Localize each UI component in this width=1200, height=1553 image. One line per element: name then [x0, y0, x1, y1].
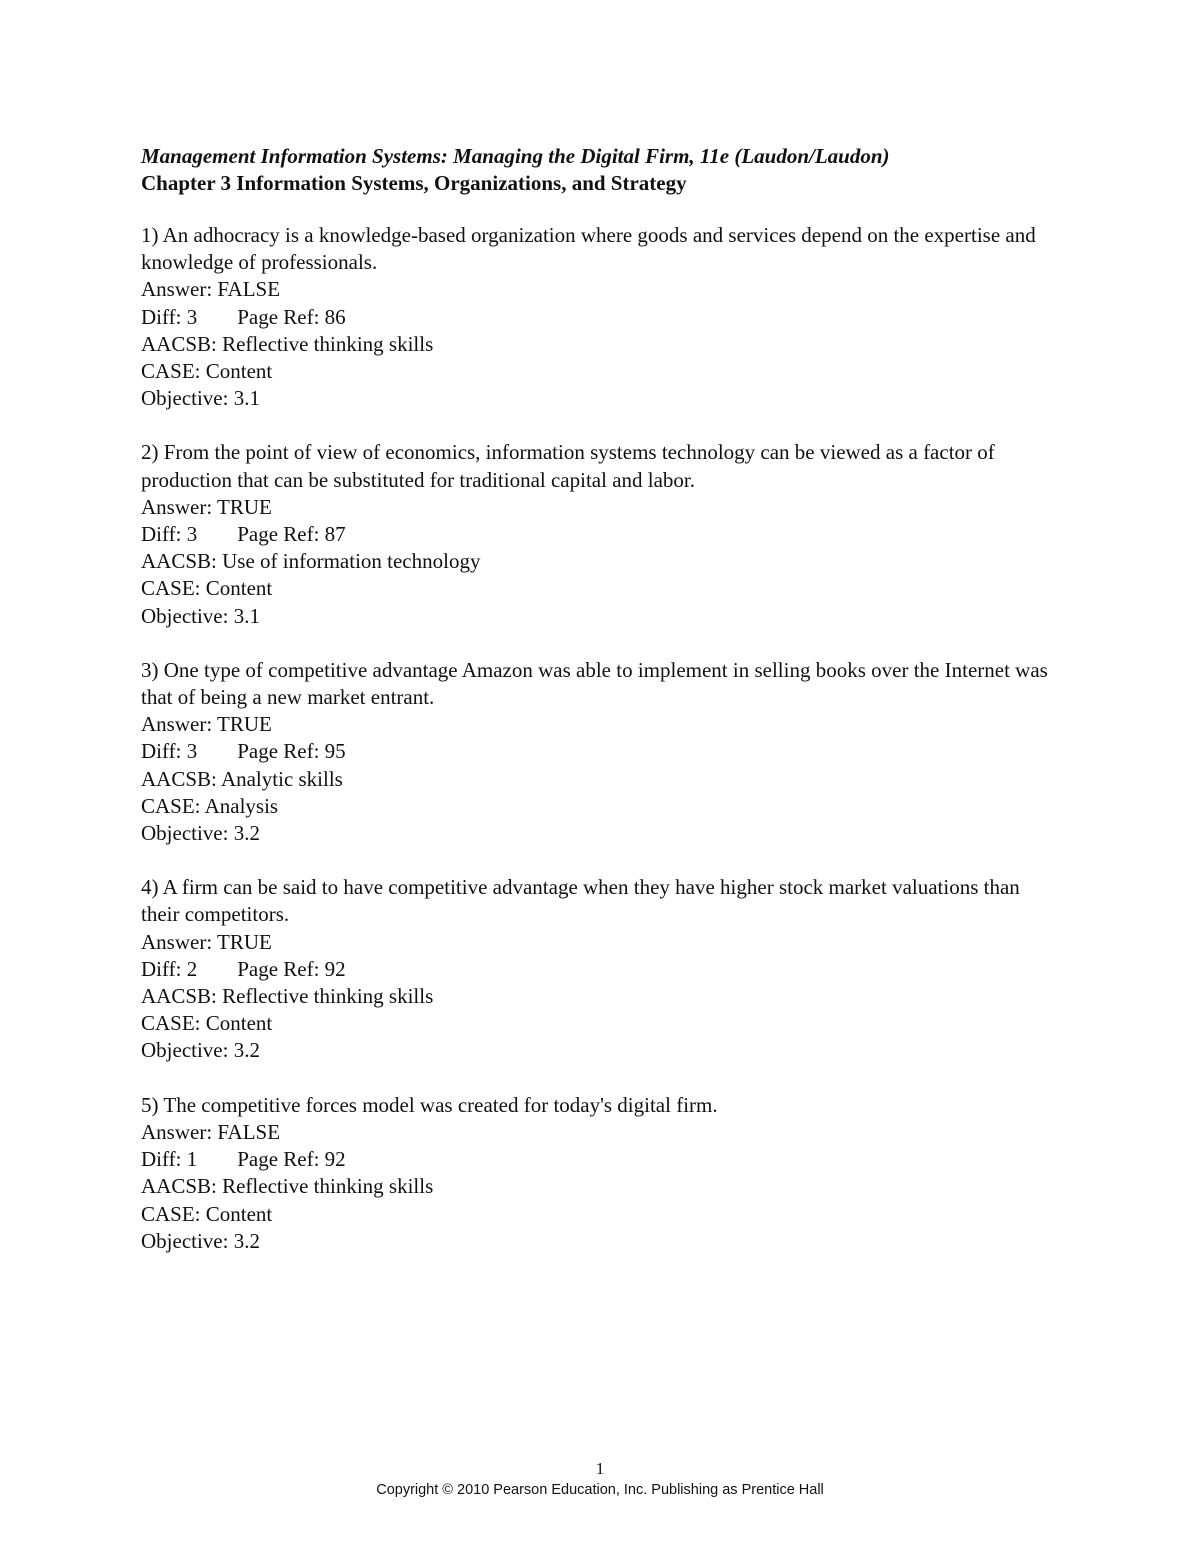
case-line: CASE: Content: [141, 1201, 273, 1226]
page-number: 1: [595, 1459, 605, 1478]
question-item: [141, 439, 1051, 629]
case-line: CASE: Analysis: [141, 793, 279, 818]
aacsb-line: AACSB: Reflective thinking skills: [141, 1174, 434, 1199]
question-text: 1) An adhocracy is a knowledge-based organization where goods and services depend on the expertise and knowledge of professionals.: [141, 223, 1036, 275]
question-item: [141, 1092, 1051, 1255]
case-line: CASE: Content: [141, 576, 273, 601]
objective-line: Objective: 3.1: [141, 603, 260, 628]
aacsb-line: AACSB: Analytic skills: [141, 766, 343, 791]
objective-line: Objective: 3.2: [141, 1228, 260, 1253]
difficulty-line: [141, 521, 1051, 548]
difficulty: Diff: 3: [141, 304, 198, 329]
objective-line: Objective: 3.1: [141, 386, 260, 411]
aacsb-line: AACSB: Use of information technology: [141, 549, 481, 574]
objective-line: Objective: 3.2: [141, 1038, 260, 1063]
difficulty-line: [141, 1146, 1051, 1173]
page-reference: Page Ref: 95: [237, 739, 346, 764]
difficulty-line: [141, 304, 1051, 331]
question-text: 5) The competitive forces model was created for today's digital firm.: [141, 1092, 718, 1117]
question-text: 2) From the point of view of economics, information systems technology can be viewed as a factor of production that can be substituted for traditional capital and labor.: [141, 440, 995, 492]
book-title: Management Information Systems: Managing the Digital Firm, 11e (Laudon/Laudon): [141, 144, 890, 168]
chapter-title: Chapter 3 Information Systems, Organizations, and Strategy: [141, 171, 687, 195]
answer-line: Answer: TRUE: [141, 929, 272, 954]
objective-line: Objective: 3.2: [141, 821, 260, 846]
question-list: [141, 222, 1051, 1282]
difficulty: Diff: 3: [141, 739, 198, 764]
difficulty: Diff: 2: [141, 956, 198, 981]
copyright-notice: Copyright © 2010 Pearson Education, Inc. Publishing as Prentice Hall: [376, 1482, 824, 1498]
question-item: [141, 222, 1051, 412]
difficulty-line: [141, 738, 1051, 765]
page-reference: Page Ref: 87: [237, 522, 346, 547]
question-text: 3) One type of competitive advantage Amazon was able to implement in selling books over the Internet was that of being a new market entrant.: [141, 657, 1048, 710]
answer-line: Answer: FALSE: [141, 277, 281, 302]
difficulty-line: [141, 956, 1051, 983]
answer-line: Answer: TRUE: [141, 494, 272, 519]
case-line: CASE: Content: [141, 1011, 273, 1036]
question-item: [141, 874, 1051, 1064]
aacsb-line: AACSB: Reflective thinking skills: [141, 331, 434, 356]
question-item: [141, 657, 1051, 847]
page-reference: Page Ref: 86: [237, 304, 346, 329]
page-footer: [0, 1458, 1200, 1500]
difficulty: Diff: 3: [141, 522, 198, 547]
page-reference: Page Ref: 92: [237, 956, 346, 981]
answer-line: Answer: FALSE: [141, 1119, 281, 1144]
document-header: [141, 143, 1081, 197]
answer-line: Answer: TRUE: [141, 712, 272, 737]
page-reference: Page Ref: 92: [237, 1147, 346, 1172]
question-text: 4) A firm can be said to have competitive advantage when they have higher stock market valuations than their competitors.: [141, 875, 1020, 927]
aacsb-line: AACSB: Reflective thinking skills: [141, 984, 434, 1009]
difficulty: Diff: 1: [141, 1147, 198, 1172]
case-line: CASE: Content: [141, 359, 273, 384]
